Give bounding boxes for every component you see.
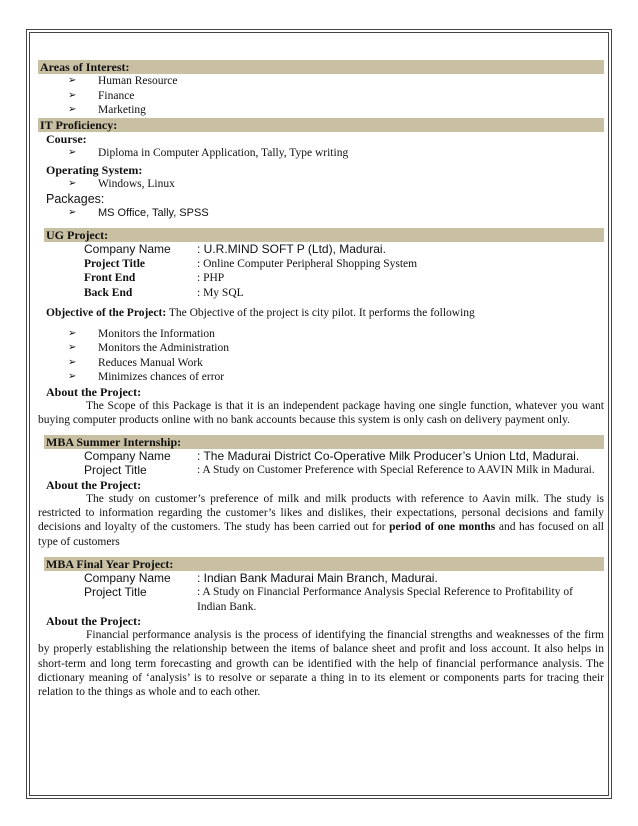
mba-final-about-label: About the Project:: [46, 614, 142, 629]
mba-summer-company-row: Company Name : The Madurai District Co-Operative Milk Producer’s Union Ltd, Madurai.: [84, 448, 580, 463]
mba-final-title-row: Project Title : A Study on Financial Performance Analysis Special Reference to Profitability of Indian Bank.: [84, 585, 573, 613]
course-label: Course:: [46, 131, 87, 146]
list-item: ➢ Monitors the Administration: [68, 342, 229, 354]
mba-final-company-row: Company Name : Indian Bank Madurai Main Branch, Madurai.: [84, 570, 438, 585]
list-item: ➢ Human Resource: [68, 75, 178, 87]
arrowhead-bullet-icon: ➢: [68, 89, 77, 101]
list-item: ➢ Minimizes chances of error: [68, 371, 225, 383]
arrowhead-bullet-icon: ➢: [68, 146, 77, 158]
ug-objective-list: [38, 327, 604, 385]
list-item: ➢ Diploma in Computer Application, Tally, Type writing: [68, 146, 349, 159]
mba-final-heading: MBA Final Year Project:: [44, 557, 604, 571]
resume-content: [38, 60, 604, 699]
course-list: [38, 146, 604, 161]
mba-final-about-text: Financial performance analysis is the process of identifying the financial strengths and weaknesses of the firm by properly establishing the relationship between the items of balance sheet and profit and loss account. It also helps in short-term and long term forecasting and growth can be identified with the help of financial performance analysis. The dictionary meaning of ‘analysis’ is to resolve or separate a thing in to its element or components parts for tracing their relation to the things as whole and to each other.: [38, 629, 604, 699]
ug-title-row: Project Title : Online Computer Peripheral Shopping System: [84, 257, 418, 270]
arrowhead-bullet-icon: ➢: [68, 327, 77, 339]
packages-label: Packages:: [46, 191, 105, 206]
arrowhead-bullet-icon: ➢: [68, 104, 77, 115]
operating-system-label: Operating System:: [46, 163, 143, 177]
arrowhead-bullet-icon: ➢: [68, 371, 77, 382]
list-item: ➢ Windows, Linux: [68, 178, 175, 190]
os-list: [38, 177, 604, 192]
arrowhead-bullet-icon: ➢: [68, 342, 77, 353]
packages-list: [38, 206, 604, 221]
it-proficiency-heading: IT Proficiency:: [38, 118, 604, 132]
ug-back-end-row: Back End : My SQL: [84, 286, 244, 299]
mba-summer-about-text: The study on customer’s preference of milk and milk products with reference to Aavin milk. The study is restricted to information regarding the customer’s likes and dislikes, their expectations, personal decisions and family decisions and loyalty of the customers. The study has been carried out for period of one months and has focused on all type of customers: [38, 492, 604, 548]
mba-summer-title-row: Project Title : A Study on Customer Preference with Special Reference to AAVIN Milk in Madurai.: [84, 463, 595, 478]
ug-front-end-row: Front End : PHP: [84, 272, 225, 284]
areas-of-interest-list: [38, 74, 604, 118]
list-item: ➢ MS Office, Tally, SPSS: [68, 206, 209, 219]
ug-about-label: About the Project:: [46, 384, 142, 399]
arrowhead-bullet-icon: ➢: [68, 178, 77, 189]
ug-company-row: Company Name : U.R.MIND SOFT P (Ltd), Madurai.: [84, 242, 386, 256]
arrowhead-bullet-icon: ➢: [68, 75, 77, 86]
arrowhead-bullet-icon: ➢: [68, 206, 77, 218]
list-item: ➢ Finance: [68, 89, 135, 102]
arrowhead-bullet-icon: ➢: [68, 356, 77, 368]
mba-summer-heading: MBA Summer Internship:: [44, 435, 604, 449]
areas-of-interest-heading: Areas of Interest:: [38, 60, 604, 74]
ug-objective: Objective of the Project: The Objective of the project is city pilot. It performs the following: [46, 307, 475, 319]
mba-summer-about-label: About the Project:: [46, 477, 142, 492]
ug-about-text: The Scope of this Package is that it is an independent package having one single function, whatever you want buying computer products online with no bank accounts because this system is only cash on delivery payment only.: [38, 399, 604, 426]
ug-project-heading: UG Project:: [44, 228, 604, 242]
list-item: ➢ Marketing: [68, 104, 146, 116]
list-item: ➢ Monitors the Information: [68, 327, 215, 340]
list-item: ➢ Reduces Manual Work: [68, 356, 203, 369]
